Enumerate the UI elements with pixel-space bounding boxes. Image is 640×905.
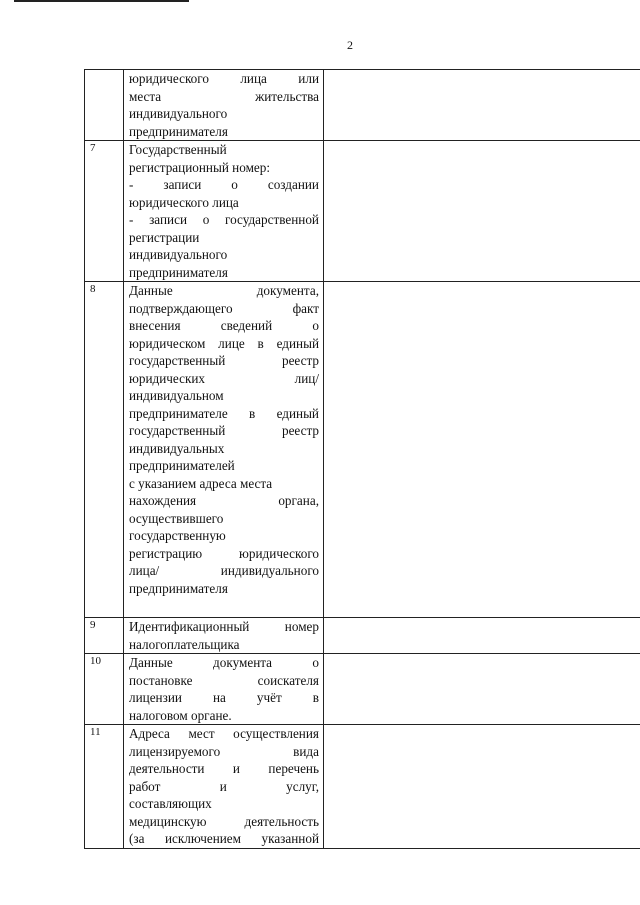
- label-line: юридического лица или: [129, 71, 319, 86]
- label-line: индивидуальном: [129, 388, 224, 403]
- row-number: [85, 70, 124, 141]
- label-line: государственный реестр: [129, 423, 319, 438]
- row-number: 11: [85, 725, 124, 849]
- row-number: 7: [85, 141, 124, 282]
- label-line: регистрацию юридического: [129, 545, 319, 561]
- label-line: медицинскую деятельность: [129, 813, 319, 829]
- header-rule: [14, 0, 189, 2]
- table-row: [85, 654, 640, 725]
- label-line: составляющих: [129, 796, 212, 811]
- field-value[interactable]: [324, 725, 640, 849]
- label-line: лицензии на учёт в: [129, 690, 319, 705]
- label-line: государственный реестр: [129, 353, 319, 368]
- label-line: внесения сведений о: [129, 318, 319, 333]
- label-line: предпринимателя: [129, 264, 228, 280]
- field-value[interactable]: [324, 654, 640, 725]
- table-row: [85, 141, 640, 282]
- table-row: [85, 70, 640, 141]
- label-line: лицензируемого вида: [129, 743, 319, 759]
- field-value[interactable]: [324, 141, 640, 282]
- label-line: предпринимателя: [129, 123, 228, 139]
- label-line: осуществившего: [129, 510, 224, 526]
- label-line: налоговом органе.: [129, 707, 232, 723]
- label-line: подтверждающего факт: [129, 300, 319, 316]
- label-line: постановке соискателя: [129, 672, 319, 688]
- field-label: [124, 618, 324, 654]
- label-line: регистрации: [129, 229, 200, 245]
- field-label: [124, 141, 324, 282]
- label-line: - записи о создании: [129, 177, 319, 192]
- page-number: 2: [347, 38, 353, 52]
- label-line: предпринимателей: [129, 458, 235, 473]
- table-row: [85, 618, 640, 654]
- label-line: индивидуального: [129, 106, 228, 121]
- label-line: работ и услуг,: [129, 778, 319, 794]
- label-line: юридическом лице в единый: [129, 335, 319, 351]
- label-line: деятельности и перечень: [129, 761, 319, 776]
- label-line: лица/ индивидуального: [129, 563, 319, 578]
- label-line: нахождения органа,: [129, 493, 319, 508]
- field-label: [124, 282, 324, 618]
- label-line: Идентификационный номер: [129, 619, 319, 634]
- label-line: предпринимателе в единый: [129, 405, 319, 421]
- field-label: [124, 70, 324, 141]
- label-line: регистрационный номер:: [129, 159, 271, 175]
- field-value[interactable]: [324, 282, 640, 618]
- row-number: 10: [85, 654, 124, 725]
- label-line: предпринимателя: [129, 580, 228, 596]
- label-line: индивидуального: [129, 247, 228, 262]
- license-application-table: [84, 69, 640, 849]
- label-line: - записи о государственной: [129, 212, 319, 227]
- label-line: налогоплательщика: [129, 636, 240, 652]
- label-line: (за исключением указанной: [129, 831, 319, 846]
- label-line: индивидуальных: [129, 440, 225, 456]
- row-number: 9: [85, 618, 124, 654]
- table-row: [85, 282, 640, 618]
- field-value[interactable]: [324, 618, 640, 654]
- field-label: [124, 654, 324, 725]
- label-line: юридических лиц/: [129, 370, 319, 386]
- field-label: [124, 725, 324, 849]
- label-line: юридического лица: [129, 194, 239, 210]
- label-line: государственную: [129, 528, 226, 543]
- label-line: с указанием адреса места: [129, 475, 273, 491]
- label-line: Данные документа о: [129, 655, 319, 670]
- label-line: Адреса мест осуществления: [129, 726, 319, 741]
- table-body: [85, 70, 640, 849]
- row-number: 8: [85, 282, 124, 618]
- label-line: места жительства: [129, 88, 319, 104]
- label-line: Данные документа,: [129, 283, 319, 298]
- label-line: Государственный: [129, 142, 227, 157]
- field-value[interactable]: [324, 70, 640, 141]
- table-row: [85, 725, 640, 849]
